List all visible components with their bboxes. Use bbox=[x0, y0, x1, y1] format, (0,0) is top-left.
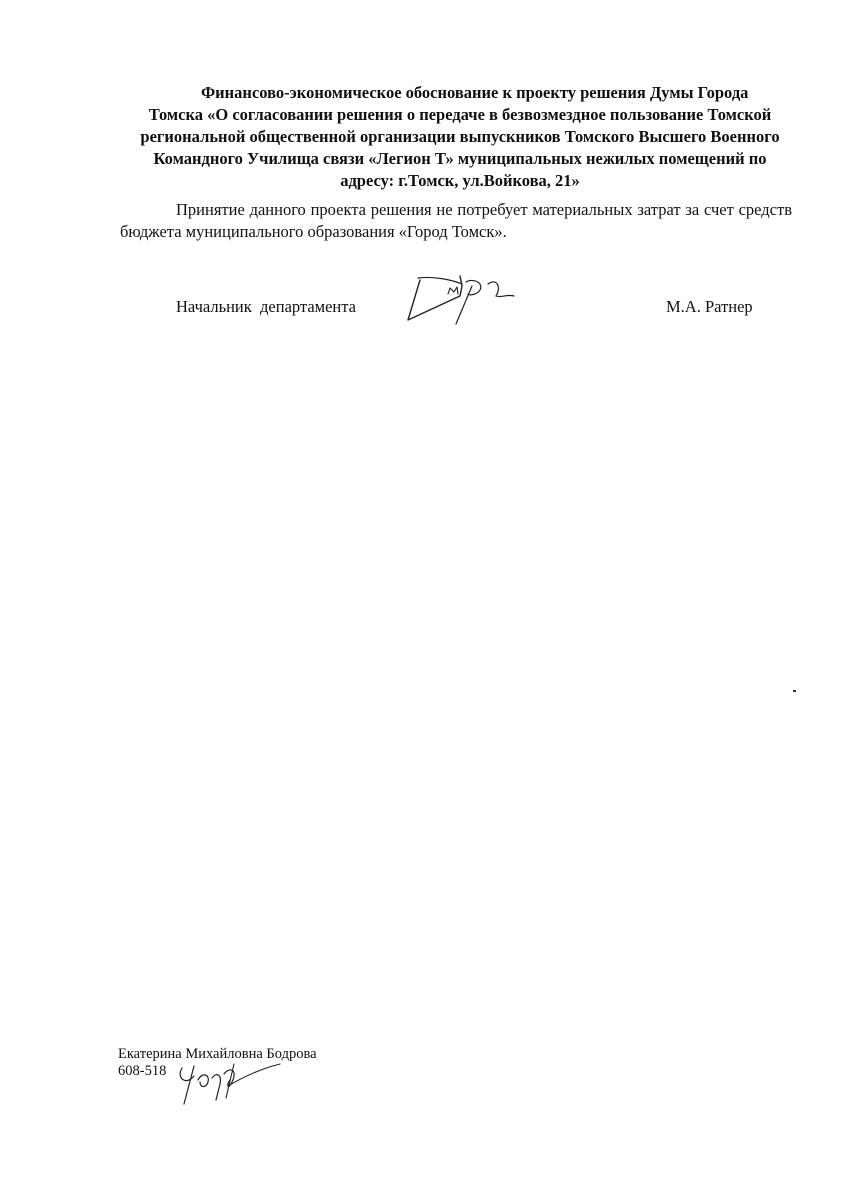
title-line-4: Командного Училища связи «Легион Т» муниципальных нежилых помещений по bbox=[153, 149, 767, 168]
signatory-name: М.А. Ратнер bbox=[666, 297, 753, 316]
title-line-5: адресу: г.Томск, ул.Войкова, 21» bbox=[340, 171, 580, 190]
title-line-3: региональной общественной организации выпускников Томского Высшего Военного bbox=[140, 127, 780, 146]
scan-speck bbox=[793, 690, 796, 692]
signatory-role: Начальник департамента bbox=[176, 297, 357, 316]
handwritten-signature-icon bbox=[400, 268, 530, 328]
executor-signature-icon bbox=[168, 1056, 288, 1108]
title-line-2: Томска «О согласовании решения о передаче в безвозмездное пользование Томской bbox=[148, 105, 772, 124]
body-paragraph: Принятие данного проекта решения не потребует материальных затрат за счет средств бюджета муниципального образования «Город Томск». bbox=[120, 200, 792, 241]
executor-phone: 608-518 bbox=[118, 1063, 167, 1079]
body-paragraph-block bbox=[120, 199, 792, 243]
executor-name: Екатерина Михайловна Бодрова bbox=[118, 1046, 317, 1062]
title-line-1: Финансово-экономическое обоснование к проекту решения Думы Города bbox=[201, 83, 749, 102]
document-title bbox=[115, 82, 805, 192]
